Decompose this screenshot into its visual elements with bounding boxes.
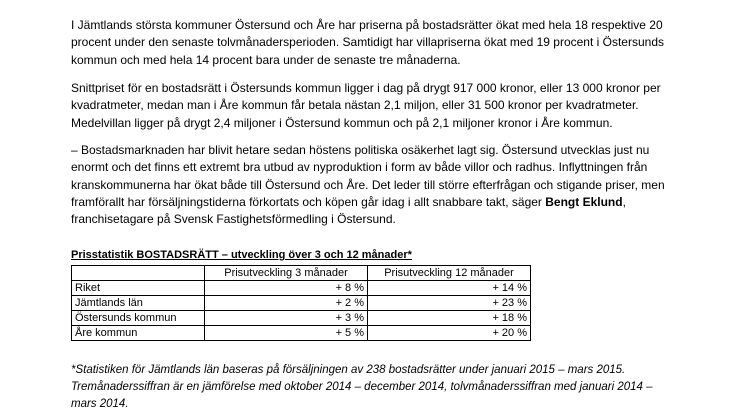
change-3m-cell: + 5 % xyxy=(205,326,368,341)
change-12m-cell: + 20 % xyxy=(368,326,531,341)
text-line: Medelvillan ligger på drygt 2,4 miljoner i Östersund kommun och på 2,1 miljoner kronor i Åre kommun. xyxy=(71,115,613,130)
footnote xyxy=(71,362,671,413)
table-header-cell: Prisutveckling 3 månader xyxy=(205,266,368,281)
text-line: – Bostadsmarknaden har blivit hetare sedan höstens politiska osäkerhet lagt sig. Östersund utvecklas just nu xyxy=(71,143,650,157)
paragraph-quote xyxy=(71,142,671,228)
table-row xyxy=(72,296,531,311)
region-cell: Jämtlands län xyxy=(72,296,205,311)
region-cell: Östersunds kommun xyxy=(72,311,205,326)
change-3m-cell: + 3 % xyxy=(205,311,368,326)
change-3m-cell: + 2 % xyxy=(205,296,368,311)
person-name: Bengt Eklund xyxy=(545,194,623,209)
table-header-row xyxy=(72,266,531,281)
table-row xyxy=(72,281,531,296)
region-cell: Riket xyxy=(72,281,205,296)
table-row xyxy=(72,326,531,341)
text-line: franchisetagare på Svensk Fastighetsförmedling i Östersund. xyxy=(71,212,396,227)
paragraph-price-increase xyxy=(71,17,671,69)
text-line: I Jämtlands största kommuner Östersund och Åre har priserna på bostadsrätter ökat med hela 18 respektive 20 xyxy=(71,18,663,32)
price-statistics-table xyxy=(71,265,531,341)
footnote-line: Tremånaderssiffran är en jämförelse med oktober 2014 – december 2014, tolvmånaderssiffran med januari 2014 – xyxy=(71,381,653,393)
change-3m-cell: + 8 % xyxy=(205,281,368,296)
table-title: Prisstatistik BOSTADSRÄTT – utveckling över 3 och 12 månader* xyxy=(71,249,412,261)
region-cell: Åre kommun xyxy=(72,326,205,341)
text-line: enormt och det finns ett extremt bra utbud av nyproduktion i form av både villor och radhus. Inflyttningen från xyxy=(71,160,648,175)
footnote-line: *Statistiken för Jämtlands län baseras på försäljningen av 238 bostadsrätter under januari 2015 – mars 2015. xyxy=(71,364,626,376)
footnote-line: mars 2014. xyxy=(71,398,129,410)
text-line: Snittpriset för en bostadsrätt i Östersunds kommun ligger i dag på drygt 917 000 kronor, eller 13 000 kronor per xyxy=(71,81,661,95)
text-line: kvadratmeter, medan man i Åre kommun får betala nästan 2,1 miljon, eller 31 500 kronor per kvadratmeter. xyxy=(71,98,639,113)
text-line: kommun och med hela 14 procent bara under de senaste tre månaderna. xyxy=(71,52,461,67)
change-12m-cell: + 23 % xyxy=(368,296,531,311)
change-12m-cell: + 14 % xyxy=(368,281,531,296)
table-row xyxy=(72,311,531,326)
punctuation: , xyxy=(622,194,626,209)
table-header-cell: Prisutveckling 12 månader xyxy=(368,266,531,281)
paragraph-average-price xyxy=(71,80,671,132)
text-line: procent under den senaste tolvmånadersperioden. Samtidigt har villapriserna ökat med 19 procent i Östersunds xyxy=(71,35,664,50)
quote-text: framförallt har försäljningstiderna förkortats och köpen går idag i allt snabbare takt, säger xyxy=(71,194,546,209)
text-line: kranskommunerna har ökat både till Östersund och Åre. Det leder till större efterfrågan och stigande priser, men xyxy=(71,177,665,192)
change-12m-cell: + 18 % xyxy=(368,311,531,326)
table-header-cell xyxy=(72,266,205,281)
text-line xyxy=(71,194,671,211)
